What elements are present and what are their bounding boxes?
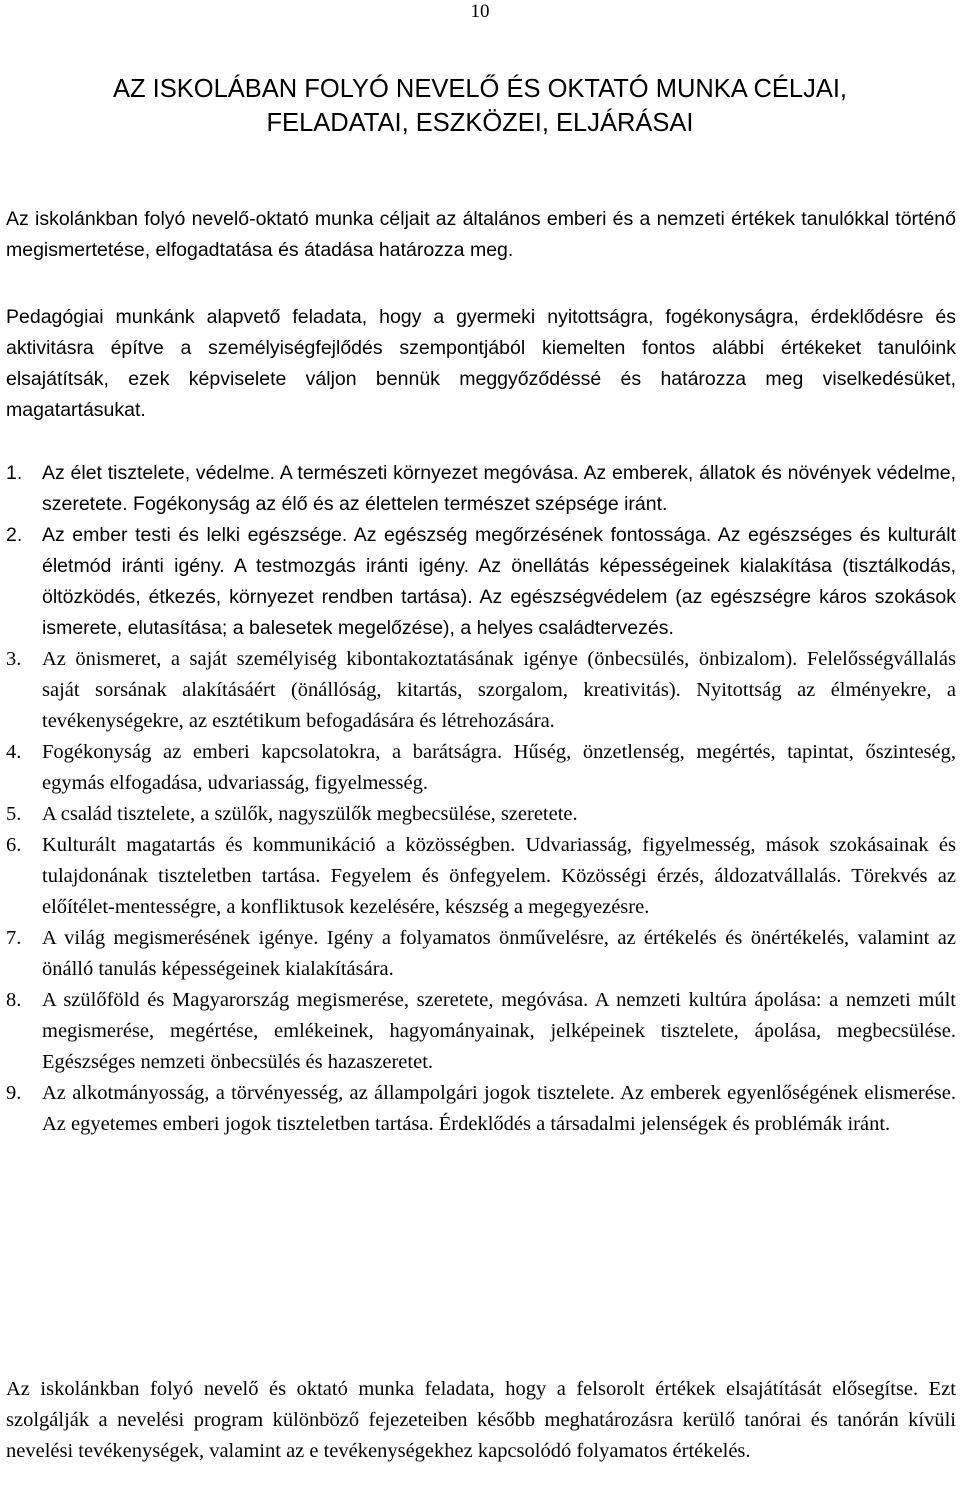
- list-item-number: 6.: [6, 834, 22, 856]
- list-item-9: [6, 1078, 956, 1140]
- list-item-text: Kulturált magatartás és kommunikáció a közösségben. Udvariasság, figyelmesség, mások szokásainak és tulajdonának tiszteletben tartása. Fegyelem és önfegyelem. Közösségi érzés, áldozatvállalás. Törekvés az előítélet-mentességre, a konfliktusok kezelésére, készség a megegyezésre.: [42, 834, 956, 918]
- section-title-line-2: FELADATAI, ESZKÖZEI, ELJÁRÁSAI: [266, 109, 694, 137]
- list-item-text: A világ megismerésének igénye. Igény a folyamatos önművelésre, az értékelés és önértékelés, valamint az önálló tanulás képességeinek kialakítására.: [42, 927, 956, 980]
- list-item-text: Az alkotmányosság, a törvényesség, az állampolgári jogok tisztelete. Az emberek egyenlőségének elismerése. Az egyetemes emberi jogok tiszteletben tartása. Érdeklődés a társadalmi jelenségek és problémák iránt.: [42, 1082, 956, 1135]
- list-item-8: [6, 985, 956, 1078]
- list-item-number: 5.: [6, 803, 22, 825]
- page-number: 10: [470, 1, 490, 22]
- list-item-6: [6, 830, 956, 923]
- list-item-number: 1.: [6, 462, 23, 484]
- list-item-5: [6, 799, 956, 830]
- list-item-number: 7.: [6, 927, 22, 949]
- closing-paragraph: Az iskolánkban folyó nevelő és oktató munka feladata, hogy a felsorolt értékek elsajátítását elősegítse. Ezt szolgálják a nevelési program különböző fejezeteiben később meghatározásra kerülő tanórai és tanórán kívüli nevelési tevékenységek, valamint az e tevékenységekhez kapcsolódó folyamatos értékelés.: [6, 1378, 956, 1462]
- section-title: [0, 72, 960, 140]
- section-title-line-1: AZ ISKOLÁBAN FOLYÓ NEVELŐ ÉS OKTATÓ MUNKA CÉLJAI,: [112, 75, 848, 103]
- list-item-text: Fogékonyság az emberi kapcsolatokra, a barátságra. Hűség, önzetlenség, megértés, tapintat, őszinteség, egymás elfogadása, udvariasság, figyelmesség.: [42, 741, 956, 794]
- list-item-text: A szülőföld és Magyarország megismerése, szeretete, megóvása. A nemzeti kultúra ápolása: a nemzeti múlt megismerése, megértése, emlékeinek, hagyományainak, jelképeinek tisztelete, ápolása, megbecsülése. Egészséges nemzeti önbecsülés és hazaszeretet.: [42, 989, 956, 1073]
- list-item-7: [6, 923, 956, 985]
- list-item-1: [6, 458, 956, 520]
- list-item-text: A család tisztelete, a szülők, nagyszülők megbecsülése, szeretete.: [42, 803, 578, 825]
- list-item-2: [6, 520, 956, 644]
- intro-paragraph: Az iskolánkban folyó nevelő-oktató munka céljait az általános emberi és a nemzeti értékek tanulókkal történő megismertetése, elfogadtatása és átadása határozza meg.: [6, 208, 956, 261]
- list-item-text: Az élet tisztelete, védelme. A természeti környezet megóvása. Az emberek, állatok és növények védelme, szeretete. Fogékonyság az élő és az élettelen természet szépsége iránt.: [42, 462, 956, 515]
- values-paragraph: Pedagógiai munkánk alapvető feladata, hogy a gyermeki nyitottságra, fogékonyságra, érdeklődésre és aktivitásra építve a személyiségfejlődés szempontjából kiemelten fontos alábbi értékeket tanulóink elsajátítsák, ezek képviselete váljon bennük meggyőződéssé és határozza meg viselkedésüket, magatartásukat.: [6, 306, 956, 421]
- list-item-number: 9.: [6, 1082, 22, 1104]
- list-item-number: 4.: [6, 741, 22, 763]
- values-list: [6, 458, 956, 1140]
- list-item-number: 8.: [6, 989, 22, 1011]
- list-item-number: 3.: [6, 648, 22, 670]
- list-item-4: [6, 737, 956, 799]
- list-item-text: Az ember testi és lelki egészsége. Az egészség megőrzésének fontossága. Az egészséges és kulturált életmód iránti igény. A testmozgás iránti igény. Az önellátás képességeinek kialakítása (tisztálkodás, öltözködés, étkezés, környezet rendben tartása). Az egészségvédelem (az egészségre káros szokások ismerete, elutasítása; a balesetek megelőzése), a helyes családtervezés.: [42, 524, 956, 639]
- list-item-3: [6, 644, 956, 737]
- list-item-text: Az önismeret, a saját személyiség kibontakoztatásának igénye (önbecsülés, önbizalom). Felelősségvállalás saját sorsának alakításáért (önállóság, kitartás, szorgalom, kreativitás). Nyitottság az élményekre, a tevékenységekre, az esztétikum befogadására és létrehozására.: [42, 648, 956, 732]
- list-item-number: 2.: [6, 524, 23, 546]
